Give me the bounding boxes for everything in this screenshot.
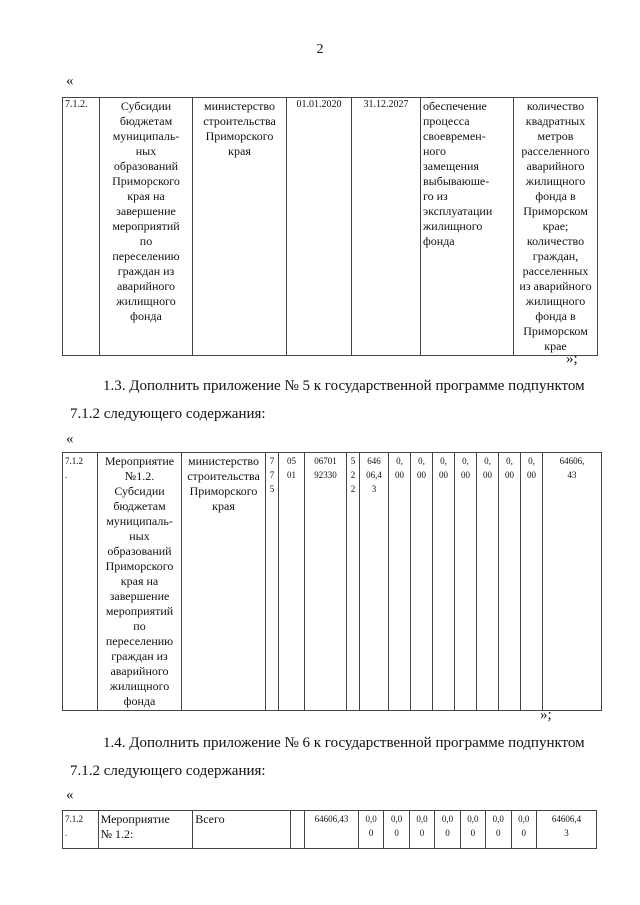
- year-amount: [433, 453, 455, 711]
- cell-line: 00: [461, 470, 470, 480]
- cell-line: эксплуатации: [423, 204, 493, 218]
- program-table-7-1-2: [62, 97, 598, 356]
- cell-line: аварийного: [526, 159, 585, 173]
- paragraph-1-3-line1: 1.3. Дополнить приложение № 5 к государственной программе подпунктом: [103, 378, 585, 394]
- cell-line: ных: [129, 529, 150, 543]
- cell-line: 00: [395, 470, 404, 480]
- end-date: 31.12.2027: [352, 98, 421, 356]
- cell-line: 0,: [462, 456, 469, 466]
- year-amount: [358, 811, 383, 849]
- code-target: [305, 453, 347, 711]
- cell-line: расселенных: [522, 264, 589, 278]
- cell-line: .: [65, 470, 68, 480]
- page-number: 2: [316, 42, 324, 57]
- row-number: [63, 453, 98, 711]
- cell-line: аварийного: [110, 664, 169, 678]
- cell-line: муниципаль-: [112, 129, 180, 143]
- cell-line: граждан из: [111, 649, 168, 663]
- row-number: 7.1.2.: [63, 98, 100, 356]
- cell-line: строительства: [203, 114, 276, 128]
- cell-line: бюджетам: [119, 114, 173, 128]
- cell-line: Субсидии: [120, 99, 172, 113]
- paragraph-1-4-line1: 1.4. Дополнить приложение № 6 к государственной программе подпунктом: [103, 735, 585, 751]
- cell-line: 0,0: [518, 814, 530, 824]
- paragraph-1-3-line2: 7.1.2 следующего содержания:: [70, 406, 266, 422]
- cell-line: мероприятий: [112, 219, 180, 233]
- cell-line: 0,: [396, 456, 403, 466]
- cell-line: ных: [135, 144, 157, 158]
- year-amount: [477, 453, 499, 711]
- year-amount: [389, 453, 411, 711]
- quote-open-3: «: [66, 787, 74, 803]
- cell-line: 2: [350, 484, 356, 494]
- cell-line: № 1.2:: [100, 827, 134, 841]
- code-section: [279, 453, 305, 711]
- cell-line: 0,0: [441, 814, 454, 824]
- year-amount: [521, 453, 543, 711]
- cell-line: фонда в: [535, 189, 576, 203]
- cell-line: 64606,4: [551, 814, 582, 824]
- cell-line: завершение: [109, 589, 170, 603]
- cell-line: 2: [350, 470, 356, 480]
- cell-line: по: [139, 234, 153, 248]
- cell-line: 00: [527, 470, 536, 480]
- cell-line: 3: [564, 828, 569, 838]
- measure-description: [98, 453, 182, 711]
- cell-line: жилищного: [525, 294, 586, 308]
- quote-close-2: »;: [540, 707, 552, 723]
- cell-line: из аварийного: [519, 279, 592, 293]
- cell-line: образований: [107, 544, 172, 558]
- cell-line: количество: [526, 99, 585, 113]
- row-number: [63, 811, 99, 849]
- funding-table-app6: [62, 810, 597, 849]
- cell-line: края: [228, 144, 251, 158]
- cell-line: 00: [417, 470, 426, 480]
- cell-line: 0,: [440, 456, 447, 466]
- quote-close-1: »;: [566, 351, 578, 367]
- cell-line: мероприятий: [105, 604, 174, 618]
- cell-line: 0,0: [365, 814, 377, 824]
- cell-line: 0,: [528, 456, 535, 466]
- cell-line: переселению: [112, 249, 180, 263]
- year-amount: [384, 811, 409, 849]
- cell-line: Приморского: [105, 559, 174, 573]
- cell-line: переселению: [105, 634, 174, 648]
- cell-line: фонда: [130, 309, 162, 323]
- cell-line: муниципаль-: [106, 514, 173, 528]
- cell-line: 00: [483, 470, 492, 480]
- cell-line: края: [212, 499, 235, 513]
- cell-line: завершение: [116, 204, 176, 218]
- cell-line: 5: [350, 456, 356, 466]
- cell-line: 0: [496, 828, 501, 838]
- cell-line: 05: [287, 456, 296, 466]
- cell-line: 0: [445, 828, 450, 838]
- cell-line: расселенного: [521, 144, 590, 158]
- cell-line: 00: [439, 470, 448, 480]
- cell-line: 64606,: [559, 456, 585, 466]
- cell-line: своевремен-: [423, 129, 486, 143]
- cell-line: метров: [537, 129, 574, 143]
- cell-line: аварийного: [116, 279, 176, 293]
- code-grbs: [266, 453, 279, 711]
- quote-open-2: «: [66, 431, 74, 447]
- total-amount: 64606,43: [305, 811, 359, 849]
- cell-line: фонда: [123, 694, 156, 708]
- cell-line: крае: [544, 339, 567, 353]
- cell-line: 06701: [314, 456, 337, 466]
- cell-line: го из: [423, 189, 448, 203]
- cell-line: крае;: [542, 219, 569, 233]
- year-amount: [511, 811, 536, 849]
- cell-line: .: [65, 828, 68, 838]
- code-vr: [347, 453, 360, 711]
- funding-source: Всего: [193, 811, 291, 849]
- cell-line: образований: [113, 159, 179, 173]
- cell-line: по: [133, 619, 146, 633]
- cell-line: 01: [287, 470, 296, 480]
- cell-line: 5: [269, 484, 275, 494]
- cell-line: 0: [470, 828, 476, 838]
- year-amount: [499, 453, 521, 711]
- cell-line: граждан из: [117, 264, 175, 278]
- cell-line: Мероприятие: [104, 454, 175, 468]
- cell-line: 0,: [484, 456, 491, 466]
- paragraph-1-4-line2: 7.1.2 следующего содержания:: [70, 763, 266, 779]
- cell-line: 0,0: [390, 814, 403, 824]
- year-amount: [411, 453, 433, 711]
- cell-line: 7.1.2: [65, 814, 83, 824]
- cell-line: 7.1.2: [65, 456, 83, 466]
- cell-line: 0,0: [492, 814, 504, 824]
- cell-line: фонда: [423, 234, 455, 248]
- cell-line: 43: [567, 470, 577, 480]
- year-amount: [460, 811, 485, 849]
- quote-open-1: «: [66, 73, 74, 89]
- cell-line: Приморского: [189, 484, 258, 498]
- cell-line: строительства: [187, 469, 260, 483]
- year-amount: [435, 811, 460, 849]
- cell-line: Приморского: [112, 174, 180, 188]
- measure-description: [98, 811, 193, 849]
- measure-description: [100, 98, 193, 356]
- last-amount: [543, 453, 602, 711]
- cell-line: Приморском: [523, 324, 588, 338]
- cell-line: края на: [120, 574, 159, 588]
- cell-line: обеспечение: [423, 99, 487, 113]
- executor: [182, 453, 266, 711]
- cell-line: 646: [367, 456, 381, 466]
- cell-line: 0,: [506, 456, 513, 466]
- cell-line: Приморского: [205, 129, 274, 143]
- cell-line: 06,4: [366, 470, 382, 480]
- cell-line: замещения: [423, 159, 479, 173]
- cell-line: 0,0: [416, 814, 428, 824]
- year-amount: [455, 453, 477, 711]
- cell-line: 7: [269, 456, 275, 466]
- cell-line: фонда в: [535, 309, 576, 323]
- cell-line: квадратных: [525, 114, 586, 128]
- funding-table-app5: [62, 452, 602, 711]
- start-date: 01.01.2020: [287, 98, 352, 356]
- cell-line: количество: [526, 234, 585, 248]
- cell-line: жилищного: [116, 294, 176, 308]
- cell-line: жилищного: [423, 219, 483, 233]
- last-amount: [536, 811, 596, 849]
- cell-line: ного: [423, 144, 447, 158]
- cell-line: 7: [269, 470, 275, 480]
- cell-line: 0,: [418, 456, 425, 466]
- empty-cell: [290, 811, 304, 849]
- cell-line: 0: [368, 828, 374, 838]
- cell-line: жилищного: [525, 174, 586, 188]
- cell-line: 92330: [314, 470, 337, 480]
- indicator: [514, 98, 598, 356]
- cell-line: министерство: [188, 454, 259, 468]
- cell-line: Мероприятие: [100, 812, 170, 826]
- cell-line: Субсидии: [114, 484, 165, 498]
- cell-line: министерство: [204, 99, 275, 113]
- cell-line: жилищного: [109, 679, 170, 693]
- total-amount: [360, 453, 389, 711]
- cell-line: 00: [505, 470, 514, 480]
- year-amount: [486, 811, 511, 849]
- cell-line: 0: [394, 828, 399, 838]
- cell-line: №1.2.: [124, 469, 155, 483]
- cell-line: граждан,: [532, 249, 579, 263]
- cell-line: 0,0: [467, 814, 479, 824]
- executor: [193, 98, 287, 356]
- cell-line: 3: [371, 484, 377, 494]
- year-amount: [409, 811, 434, 849]
- cell-line: 0: [521, 828, 526, 838]
- cell-line: бюджетам: [113, 499, 166, 513]
- cell-line: 0: [419, 828, 425, 838]
- cell-line: Приморском: [523, 204, 588, 218]
- cell-line: выбываюше-: [423, 174, 490, 188]
- cell-line: процесса: [423, 114, 470, 128]
- cell-line: края на: [127, 189, 165, 203]
- expected-result: [421, 98, 514, 356]
